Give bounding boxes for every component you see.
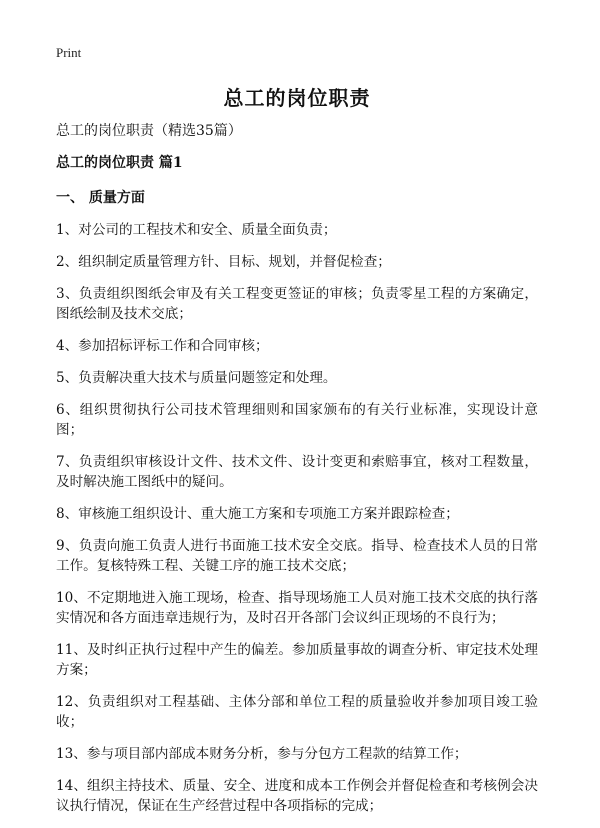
list-item: 11、及时纠正执行过程中产生的偏差。参加质量事故的调查分析、审定技术处理方案； (56, 642, 538, 678)
list-item: 5、负责解决重大技术与质量问题签定和处理。 (56, 370, 337, 386)
list-item: 9、负责向施工负责人进行书面施工技术安全交底。指导、检查技术人员的日常工作。复核特殊工程、关键工序的施工技术交底； (56, 538, 538, 574)
list-item: 1、对公司的工程技术和安全、质量全面负责； (56, 222, 337, 238)
list-item: 3、负责组织图纸会审及有关工程变更签证的审核；负责零星工程的方案确定，图纸绘制及技术交底； (56, 286, 538, 322)
document-subtitle: 总工的岗位职责（精选35篇） (56, 123, 242, 139)
list-item: 14、组织主持技术、质量、安全、进度和成本工作例会并督促检查和考核例会决议执行情况，保证在生产经营过程中各项指标的完成； (56, 778, 538, 814)
list-item: 10、不定期地进入施工现场，检查、指导现场施工人员对施工技术交底的执行落实情况和各方面违章违规行为，及时召开各部门会议纠正现场的不良行为； (56, 590, 538, 626)
list-item: 4、参加招标评标工作和合同审核； (56, 338, 269, 354)
list-item: 7、负责组织审核设计文件、技术文件、设计变更和索赔事宜，核对工程数量，及时解决施工图纸中的疑问。 (56, 454, 538, 490)
list-item: 2、组织制定质量管理方针、目标、规划，并督促检查； (56, 254, 391, 270)
duty-list (56, 220, 538, 816)
list-item: 12、负责组织对工程基础、主体分部和单位工程的质量验收并参加项目竣工验收； (56, 694, 538, 730)
print-label: Print (56, 45, 82, 60)
sub-heading-quality: 一、 质量方面 (56, 190, 145, 206)
list-item: 13、参与项目部内部成本财务分析，参与分包方工程款的结算工作； (56, 746, 468, 762)
list-item: 8、审核施工组织设计、重大施工方案和专项施工方案并跟踪检查； (56, 506, 459, 522)
page-title: 总工的岗位职责 (223, 86, 371, 110)
section-heading: 总工的岗位职责 篇1 (56, 155, 183, 171)
list-item: 6、组织贯彻执行公司技术管理细则和国家颁布的有关行业标准，实现设计意图； (56, 402, 538, 438)
